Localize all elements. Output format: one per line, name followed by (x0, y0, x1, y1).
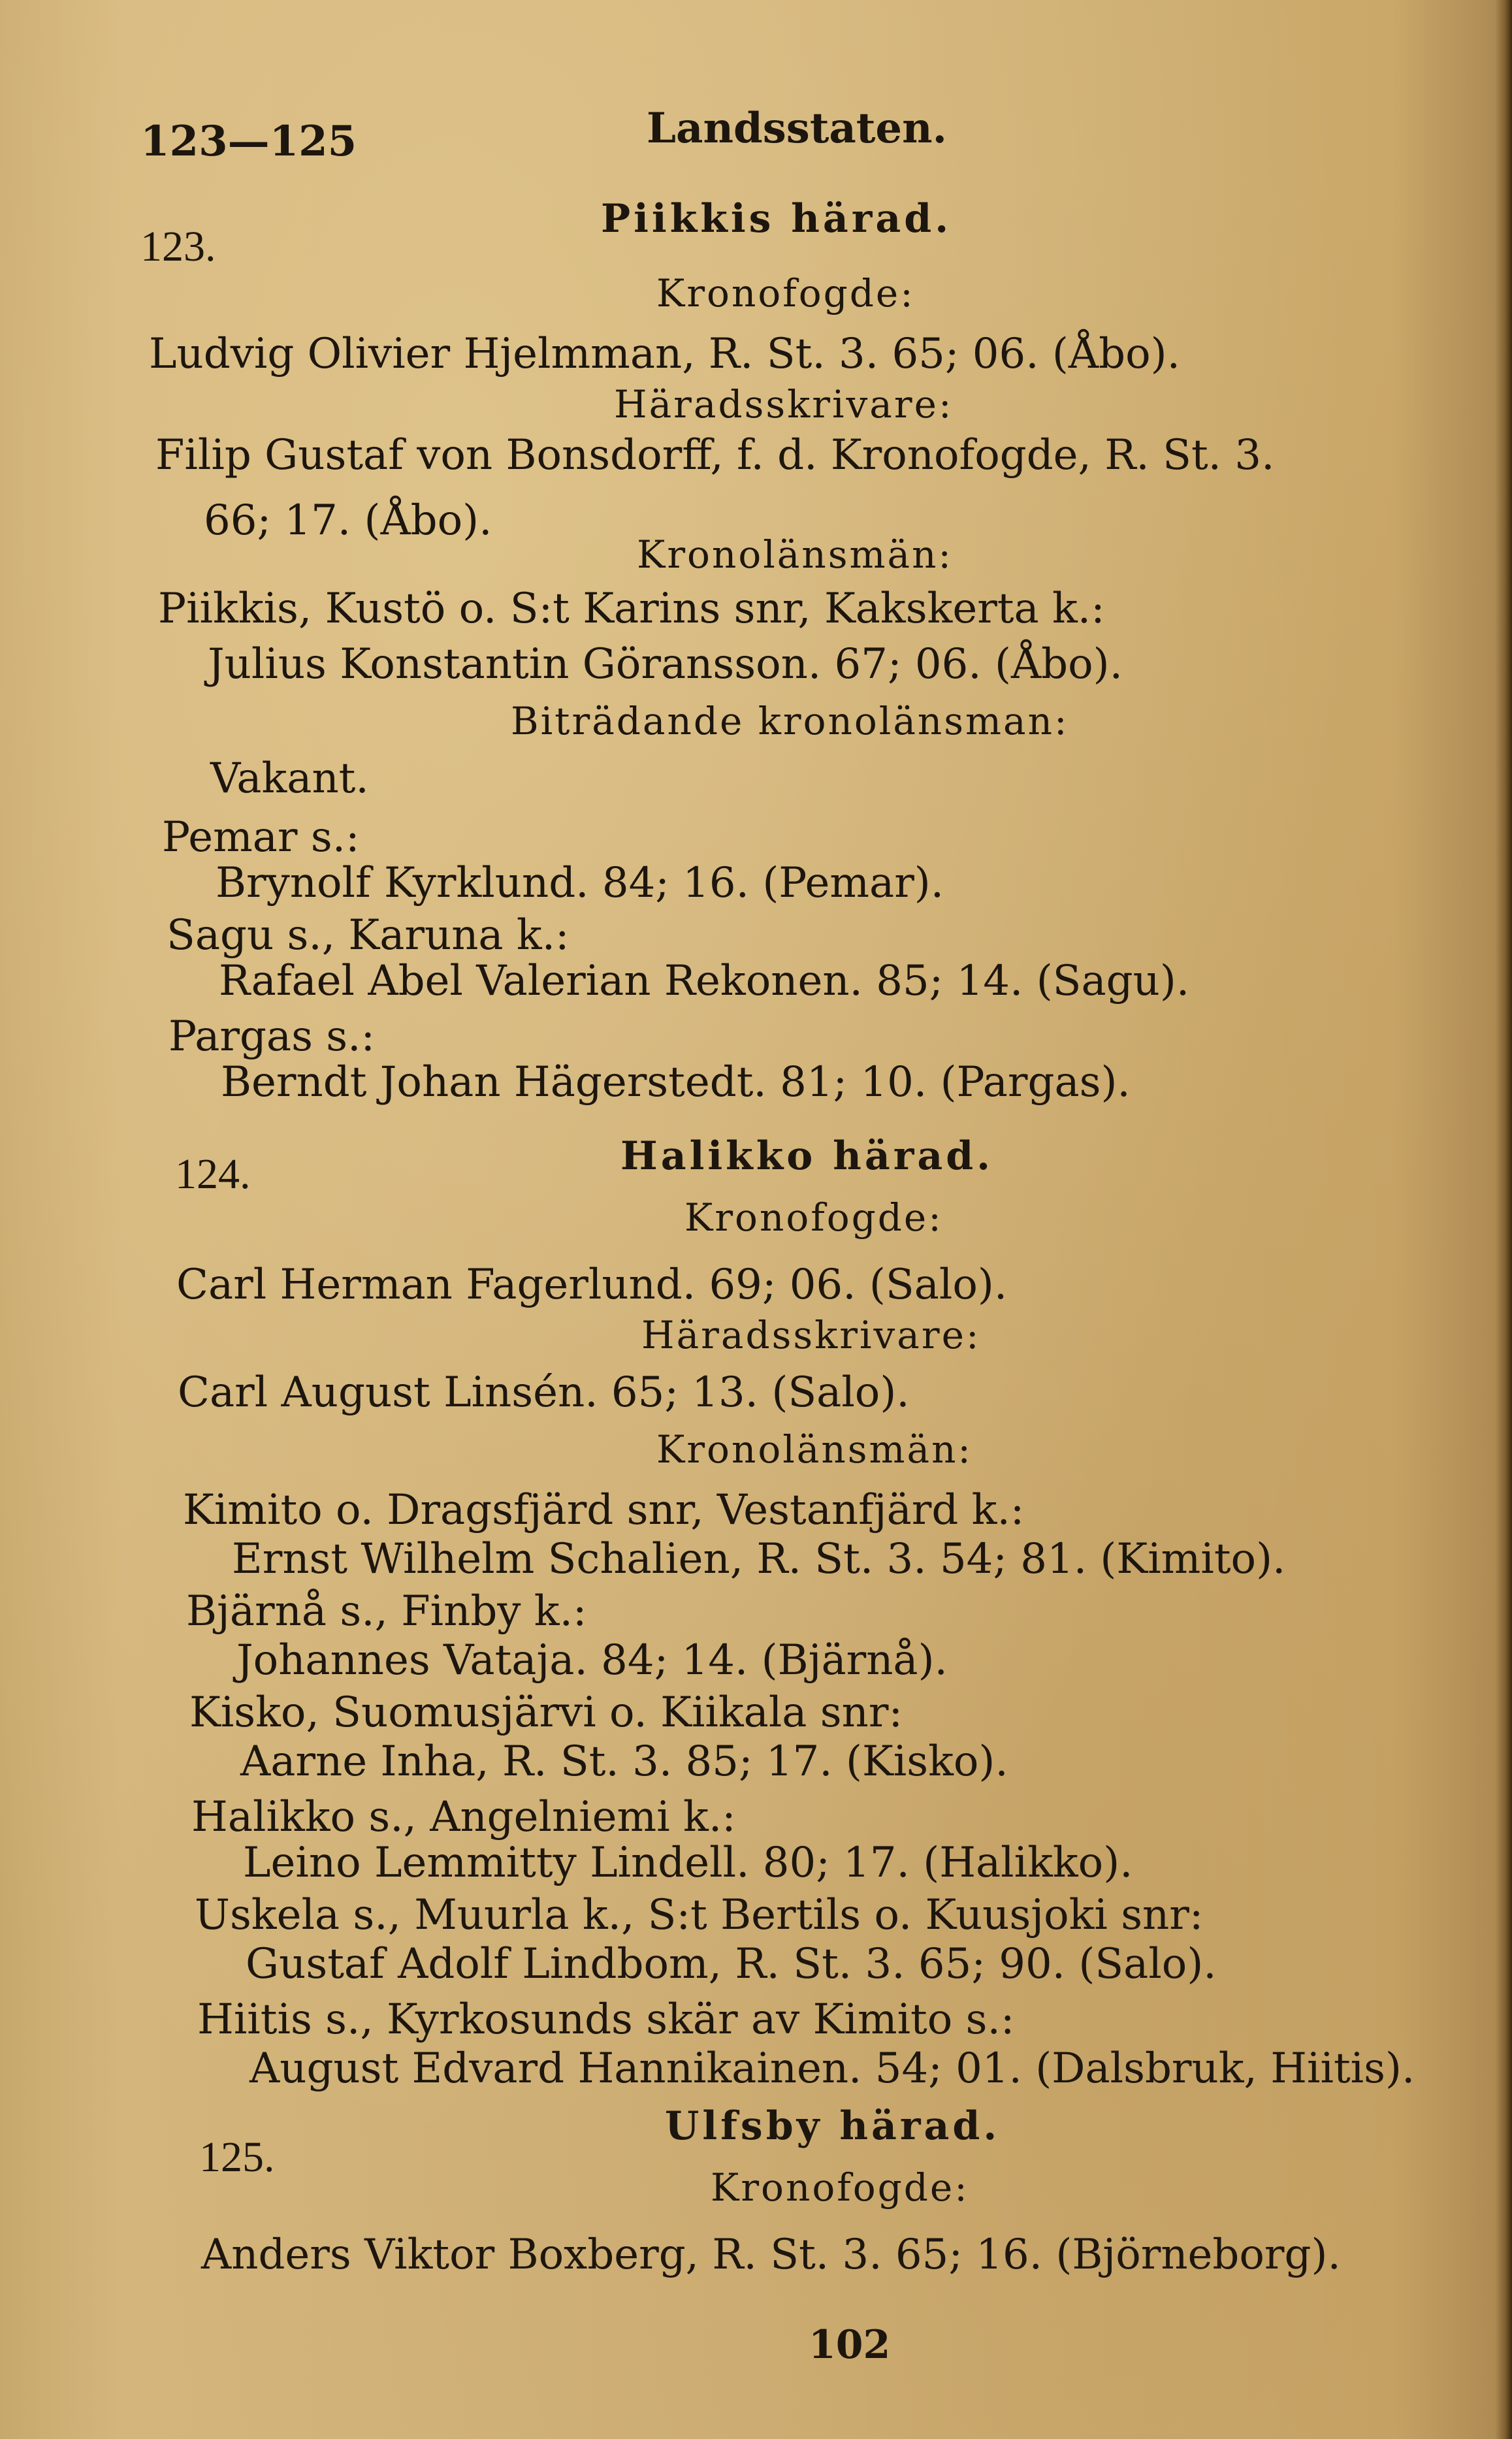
section-number-125: 125. (199, 2133, 275, 2181)
section-title-ulfsby: Ulfsby härad. (665, 2103, 1001, 2149)
section-number-123: 123. (140, 223, 216, 270)
entry-line: Anders Viktor Boxberg, R. St. 3. 65; 16. (Björneborg). (201, 2231, 1341, 2279)
role-heading: Häradsskrivare: (641, 1313, 981, 1357)
entry-line: Aarne Inha, R. St. 3. 85; 17. (Kisko). (240, 1737, 1008, 1786)
entry-line: Carl Herman Fagerlund. 69; 06. (Salo). (176, 1261, 1008, 1309)
section-number-124: 124. (175, 1150, 251, 1198)
entry-line: Filip Gustaf von Bonsdorff, f. d. Kronofogde, R. St. 3. (155, 431, 1275, 479)
entry-line: Rafael Abel Valerian Rekonen. 85; 14. (Sagu). (219, 957, 1190, 1005)
entry-line: 66; 17. (Åbo). (204, 496, 492, 545)
role-heading: Biträdande kronolänsman: (511, 699, 1069, 743)
running-title: Landsstaten. (647, 104, 947, 153)
role-heading: Kronofogde: (711, 2165, 969, 2210)
entry-line: Gustaf Adolf Lindbom, R. St. 3. 65; 90. (Salo). (246, 1940, 1217, 1988)
book-spine-shadow (1495, 0, 1512, 2439)
entry-line: Leino Lemmitty Lindell. 80; 17. (Halikko). (243, 1839, 1133, 1887)
entry-line: Sagu s., Karuna k.: (167, 911, 570, 960)
entry-line: Johannes Vataja. 84; 14. (Bjärnå). (236, 1636, 948, 1685)
role-heading: Kronolänsmän: (637, 532, 953, 577)
role-heading: Häradsskrivare: (614, 382, 954, 427)
entry-line: Ludvig Olivier Hjelmman, R. St. 3. 65; 06. (Åbo). (149, 330, 1180, 378)
entry-line: Ernst Wilhelm Schalien, R. St. 3. 54; 81. (Kimito). (232, 1535, 1286, 1583)
entry-line: Bjärnå s., Finby k.: (186, 1587, 587, 1636)
entry-line: Halikko s., Angelniemi k.: (191, 1793, 736, 1841)
entry-line: Kisko, Suomusjärvi o. Kiikala snr: (189, 1688, 903, 1737)
entry-line: Carl August Linsén. 65; 13. (Salo). (178, 1368, 910, 1417)
page-number: 102 (809, 2322, 891, 2368)
entry-line: Brynolf Kyrklund. 84; 16. (Pemar). (216, 859, 944, 907)
entry-line: Berndt Johan Hägerstedt. 81; 10. (Pargas). (221, 1058, 1131, 1106)
entry-line: Kimito o. Dragsfjärd snr, Vestanfjärd k.: (183, 1486, 1025, 1534)
entry-line: Vakant. (210, 754, 369, 803)
header-range: 123—125 (140, 117, 357, 166)
entry-line: Pargas s.: (169, 1012, 375, 1061)
entry-line: Hiitis s., Kyrkosunds skär av Kimito s.: (197, 1995, 1015, 2044)
entry-line: Piikkis, Kustö o. S:t Karins snr, Kakskerta k.: (158, 585, 1105, 633)
section-title-halikko: Halikko härad. (620, 1133, 994, 1179)
role-heading: Kronolänsmän: (656, 1427, 973, 1472)
role-heading: Kronofogde: (656, 271, 915, 315)
entry-line: Julius Konstantin Göransson. 67; 06. (Åbo). (208, 640, 1123, 688)
entry-line: Uskela s., Muurla k., S:t Bertils o. Kuusjoki snr: (195, 1891, 1204, 1939)
section-title-piikkis: Piikkis härad. (601, 196, 952, 242)
entry-line: Pemar s.: (162, 813, 360, 862)
entry-line: August Edvard Hannikainen. 54; 01. (Dalsbruk, Hiitis). (249, 2044, 1415, 2093)
role-heading: Kronofogde: (684, 1195, 943, 1240)
